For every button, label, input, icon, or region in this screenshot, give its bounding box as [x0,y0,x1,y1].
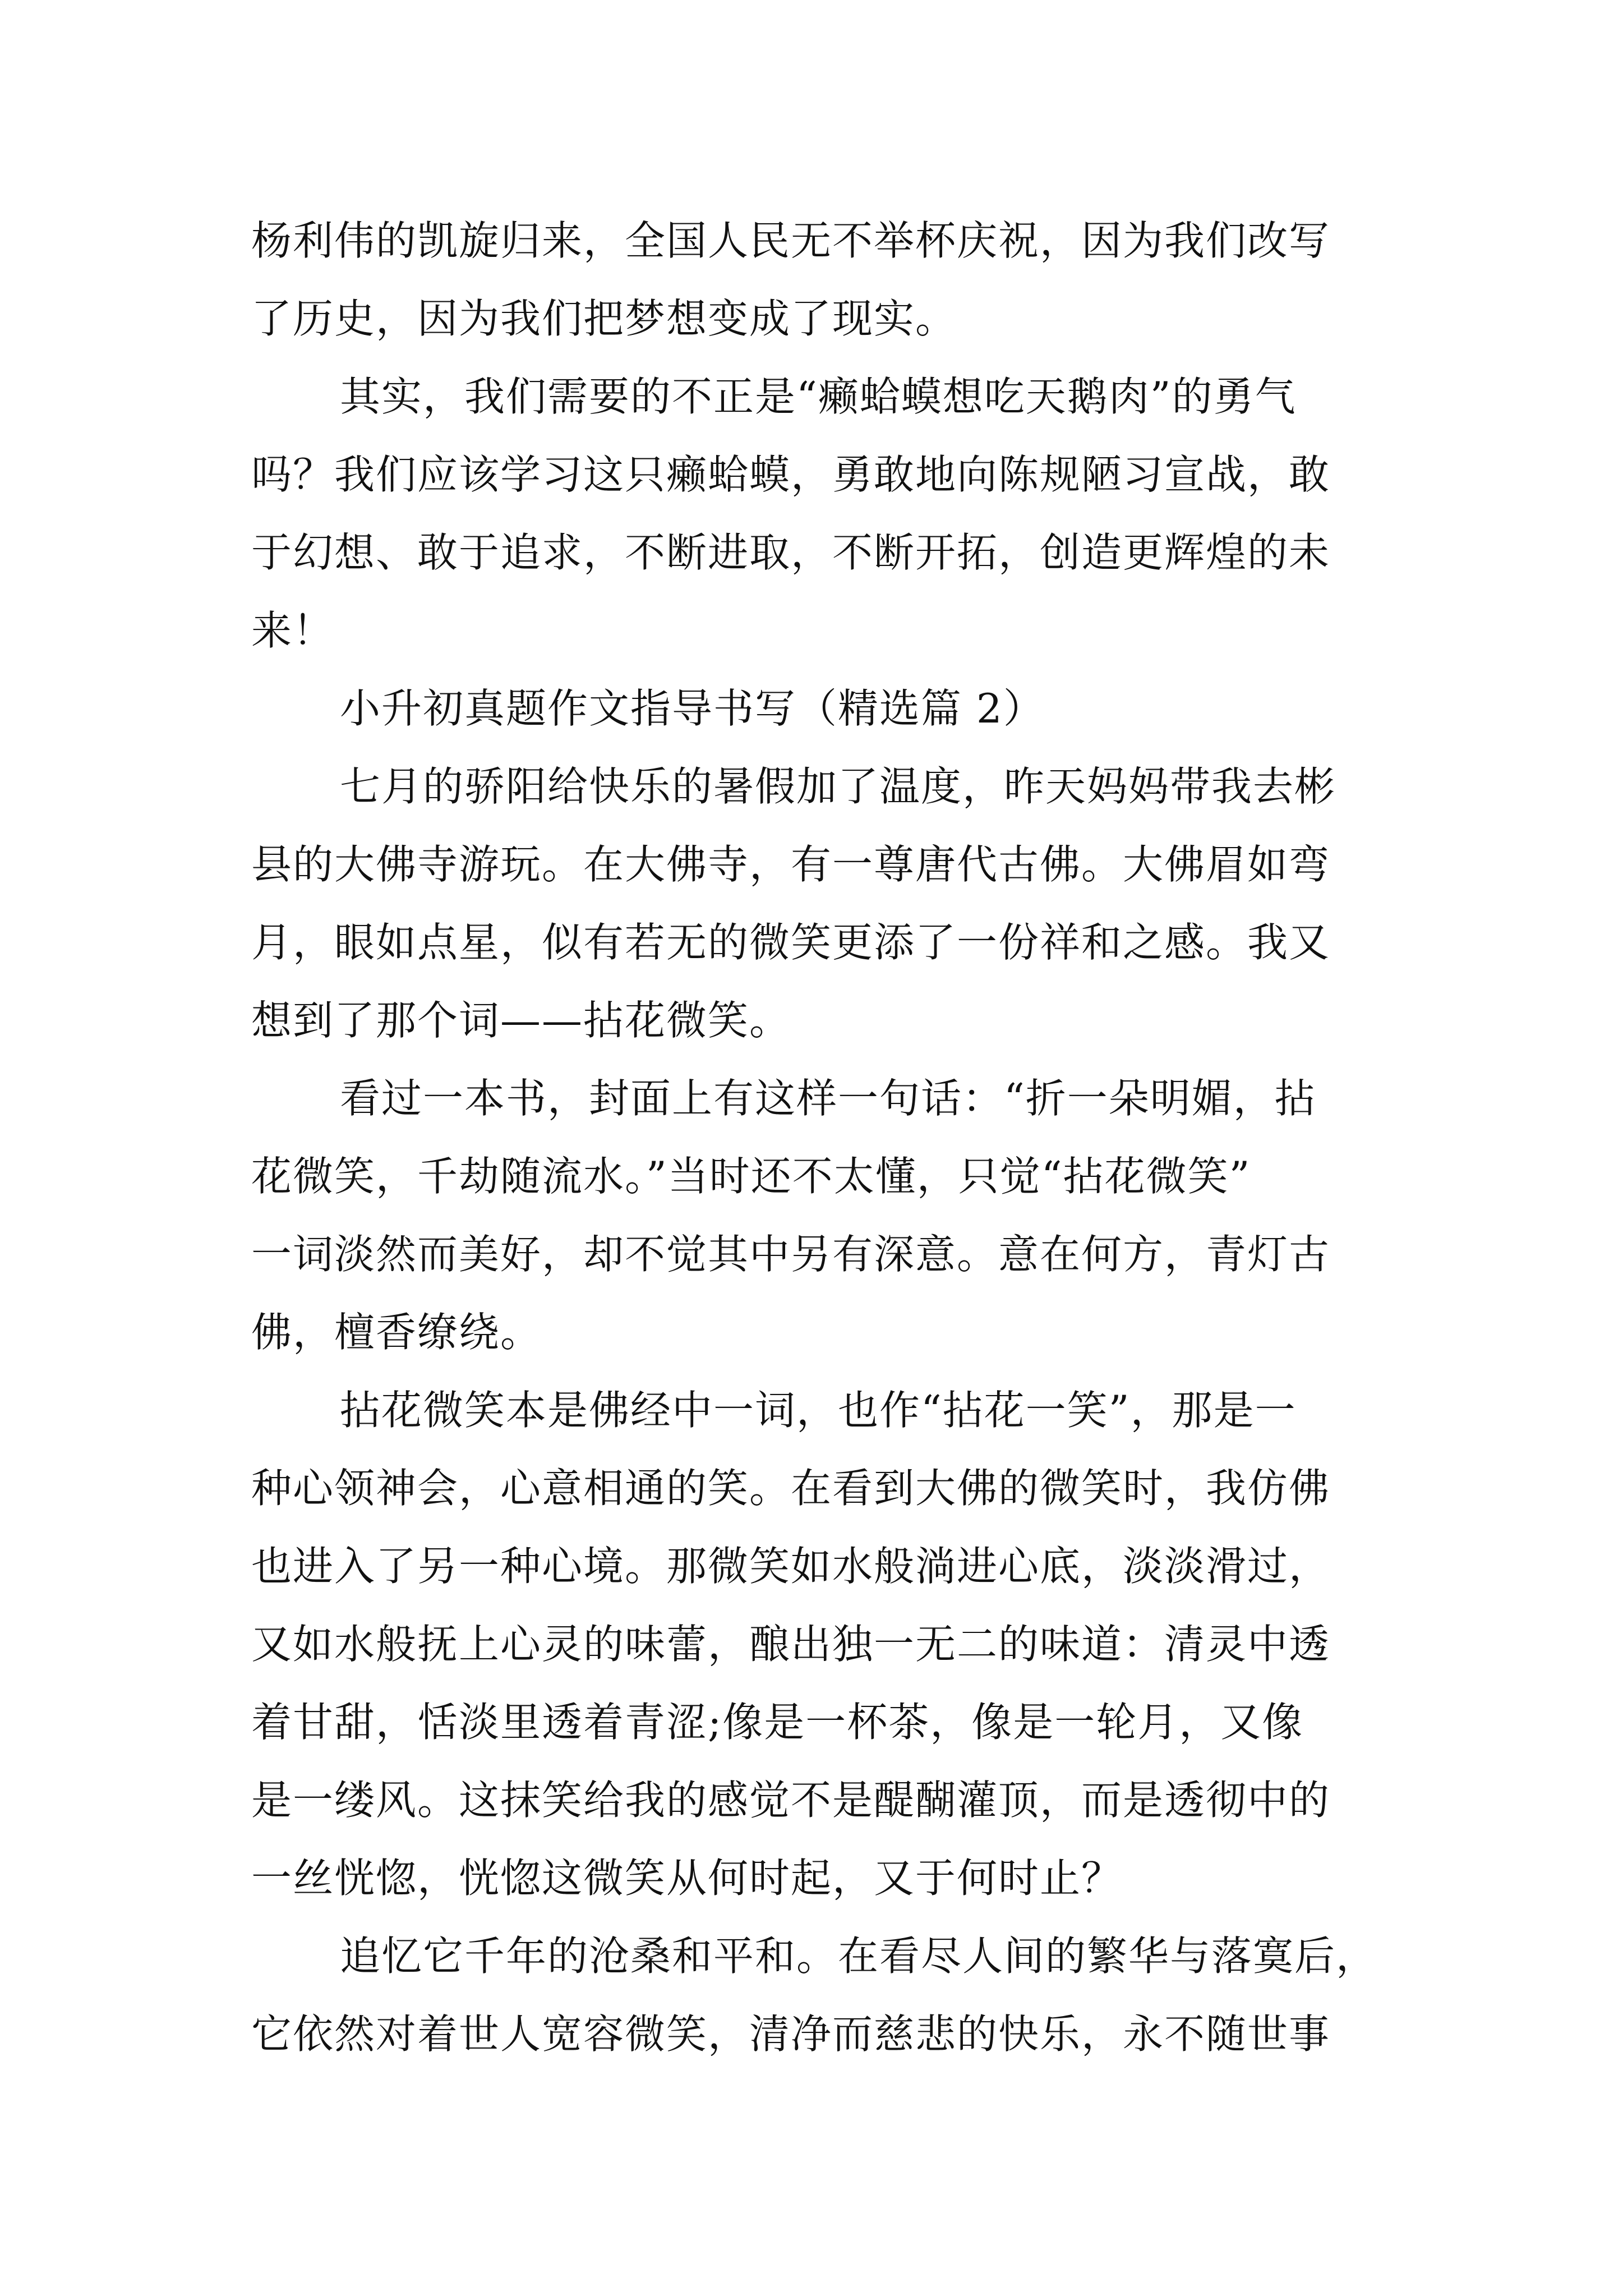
text-line: 一丝恍惚，恍惚这微笑从何时起，又于何时止？ [251,1855,1123,1902]
text-line: 吗？我们应该学习这只癞蛤蟆，勇敢地向陈规陋习宣战，敢 [251,451,1331,498]
heading-line: 小升初真题作文指导书写（精选篇 2） [340,685,1045,732]
text-line: 它依然对着世人宽容微笑，清净而慈悲的快乐，永不随世事 [251,2010,1331,2058]
text-line: 着甘甜，恬淡里透着青涩;像是一杯茶，像是一轮月，又像 [251,1699,1304,1746]
text-line: 县的大佛寺游玩。在大佛寺，有一尊唐代古佛。大佛眉如弯 [251,841,1331,888]
text-line: 是一缕风。这抹笑给我的感觉不是醍醐灌顶，而是透彻中的 [251,1777,1331,1824]
text-line: 了历史，因为我们把梦想变成了现实。 [251,295,957,342]
paragraph-5 [251,1372,1390,1917]
text-line: 追忆它千年的沧桑和平和。在看尽人间的繁华与落寞后， [340,1932,1378,1980]
text-line: 月，眼如点星，似有若无的微笑更添了一份祥和之感。我又 [251,919,1331,966]
paragraph-3 [251,748,1390,1060]
text-line: 花微笑，千劫随流水。”当时还不太懂，只觉“拈花微笑” [251,1153,1251,1200]
text-line: 看过一本书，封面上有这样一句话：“折一朵明媚，拈 [340,1075,1316,1122]
paragraph-1 [251,202,1390,358]
paragraph-2 [251,358,1390,670]
text-line: 杨利伟的凯旋归来，全国人民无不举杯庆祝，因为我们改写 [251,217,1331,264]
paragraph-6 [251,1917,1390,2073]
paragraph-4 [251,1060,1390,1372]
text-line: 想到了那个词——拈花微笑。 [251,997,791,1044]
text-line: 也进入了另一种心境。那微笑如水般淌进心底，淡淡滑过， [251,1543,1331,1590]
text-line: 七月的骄阳给快乐的暑假加了温度，昨天妈妈带我去彬 [340,763,1336,810]
text-line: 于幻想、敢于追求，不断进取，不断开拓，创造更辉煌的未 [251,529,1331,576]
text-line: 其实，我们需要的不正是“癞蛤蟆想吃天鹅肉”的勇气 [340,373,1297,420]
text-line: 拈花微笑本是佛经中一词，也作“拈花一笑”，那是一 [340,1387,1297,1434]
document-body [251,202,1390,2073]
text-line: 来！ [251,607,335,654]
text-line: 一词淡然而美好，却不觉其中另有深意。意在何方，青灯古 [251,1231,1331,1278]
text-line: 种心领神会，心意相通的笑。在看到大佛的微笑时，我仿佛 [251,1465,1331,1512]
text-line: 佛，檀香缭绕。 [251,1309,542,1356]
text-line: 又如水般抚上心灵的味蕾，酿出独一无二的味道：清灵中透 [251,1621,1331,1668]
section-heading [251,670,1390,748]
